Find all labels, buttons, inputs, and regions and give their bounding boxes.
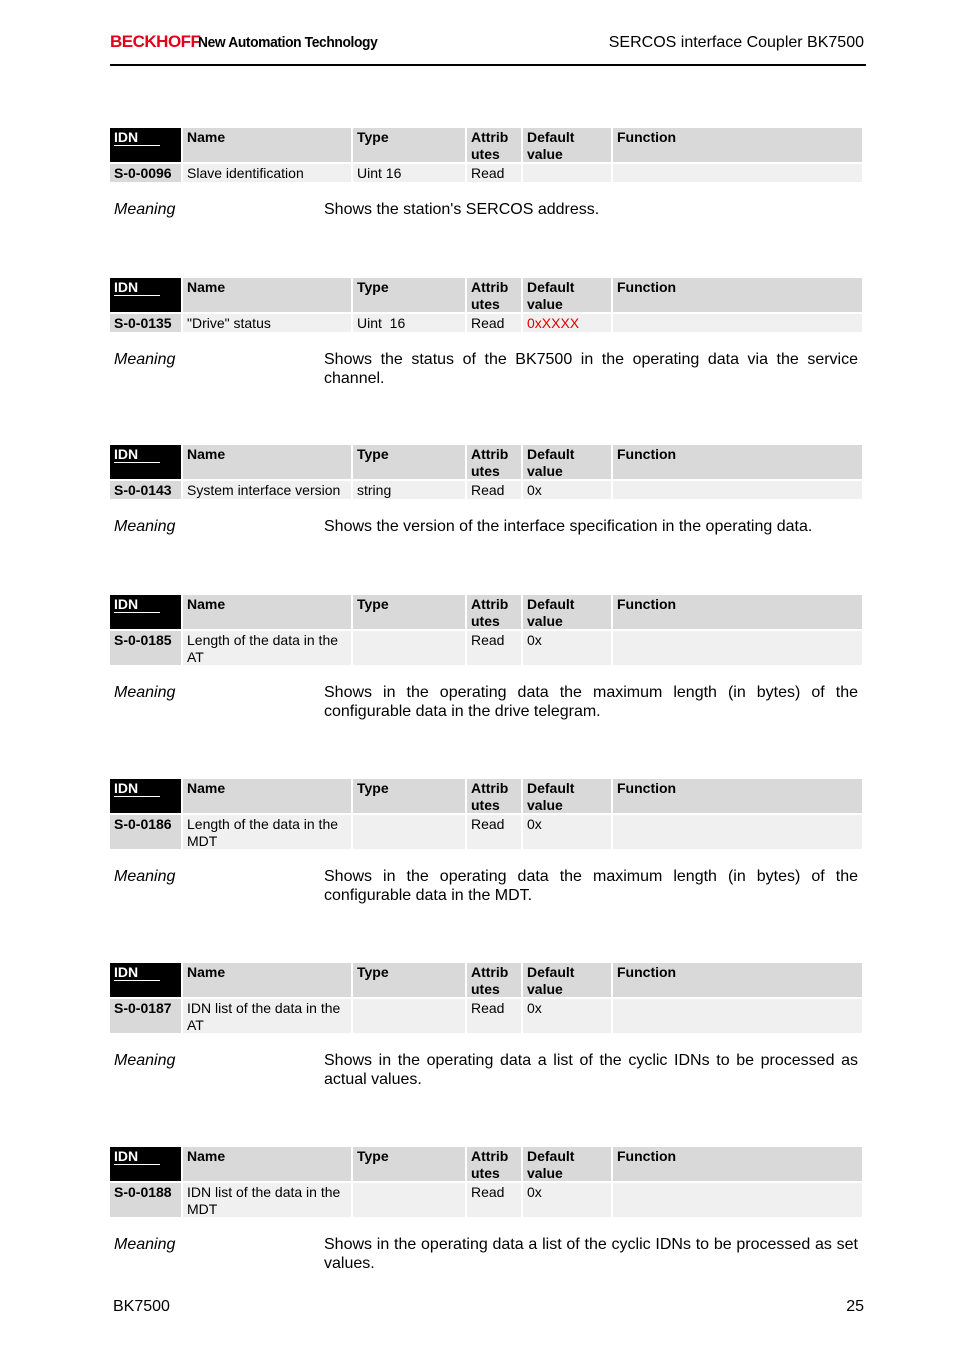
page-number: 25 bbox=[846, 1298, 864, 1315]
header-function: Function bbox=[613, 595, 862, 629]
parameter-table bbox=[110, 128, 862, 182]
tagline: New Automation Technology bbox=[198, 34, 378, 51]
function-value bbox=[613, 999, 862, 1033]
attributes-value: Read bbox=[467, 999, 521, 1033]
meaning-label: Meaning bbox=[114, 1236, 176, 1253]
name-value: System interface version bbox=[183, 481, 351, 499]
name-value: Length of the data in the AT bbox=[183, 631, 351, 665]
idn-entry bbox=[110, 595, 862, 721]
parameter-table bbox=[110, 779, 862, 849]
type-value bbox=[353, 815, 465, 849]
beckhoff-logo: BECKHOFF bbox=[110, 32, 201, 51]
header-name: Name bbox=[183, 128, 351, 162]
header-default: Default value bbox=[523, 278, 611, 312]
default-value: 0x bbox=[523, 815, 611, 849]
document-title: SERCOS interface Coupler BK7500 bbox=[608, 34, 864, 51]
idn-value: S-0-0188 bbox=[110, 1183, 181, 1217]
header-type: Type bbox=[353, 1147, 465, 1181]
idn-entry bbox=[110, 445, 862, 536]
function-value bbox=[613, 1183, 862, 1217]
default-value: 0x bbox=[523, 999, 611, 1033]
header-name: Name bbox=[183, 779, 351, 813]
header-idn: IDN bbox=[110, 963, 181, 997]
name-value: IDN list of the data in the MDT bbox=[183, 1183, 351, 1217]
meaning-text: Shows the version of the interface specification in the operating data. bbox=[324, 518, 813, 535]
type-value: Uint 16 bbox=[353, 314, 465, 332]
meaning-section bbox=[110, 867, 862, 905]
header-attributes: Attrib utes bbox=[467, 1147, 521, 1181]
attributes-value: Read bbox=[467, 481, 521, 499]
meaning-text: Shows the station's SERCOS address. bbox=[324, 201, 600, 218]
meaning-label: Meaning bbox=[114, 201, 176, 218]
header-name: Name bbox=[183, 595, 351, 629]
header-attributes: Attrib utes bbox=[467, 779, 521, 813]
attributes-value: Read bbox=[467, 164, 521, 182]
page-header bbox=[110, 30, 866, 66]
header-function: Function bbox=[613, 963, 862, 997]
meaning-section bbox=[110, 350, 862, 388]
header-idn: IDN bbox=[110, 128, 181, 162]
idn-entry bbox=[110, 128, 862, 219]
name-value: "Drive" status bbox=[183, 314, 351, 332]
parameter-table bbox=[110, 595, 862, 665]
idn-value: S-0-0096 bbox=[110, 164, 181, 182]
header-type: Type bbox=[353, 595, 465, 629]
idn-entry bbox=[110, 278, 862, 388]
header-type: Type bbox=[353, 278, 465, 312]
footer-document-name: BK7500 bbox=[113, 1298, 170, 1315]
meaning-section bbox=[110, 1235, 862, 1273]
default-value: 0xXXXX bbox=[523, 314, 611, 332]
header-idn: IDN bbox=[110, 445, 181, 479]
function-value bbox=[613, 481, 862, 499]
meaning-label: Meaning bbox=[114, 868, 176, 885]
idn-entry bbox=[110, 963, 862, 1089]
parameter-table bbox=[110, 278, 862, 332]
header-default: Default value bbox=[523, 963, 611, 997]
default-value bbox=[523, 164, 611, 182]
function-value bbox=[613, 164, 862, 182]
name-value: Slave identification bbox=[183, 164, 351, 182]
parameter-table bbox=[110, 1147, 862, 1217]
header-name: Name bbox=[183, 445, 351, 479]
attributes-value: Read bbox=[467, 815, 521, 849]
meaning-label: Meaning bbox=[114, 1052, 176, 1069]
idn-entry bbox=[110, 779, 862, 905]
header-default: Default value bbox=[523, 445, 611, 479]
header-idn: IDN bbox=[110, 1147, 181, 1181]
parameter-table bbox=[110, 445, 862, 499]
type-value bbox=[353, 631, 465, 665]
meaning-text: Shows in the operating data the maximum length (in bytes) of the configurable data in the MDT. bbox=[324, 868, 858, 904]
meaning-text: Shows in the operating data a list of the cyclic IDNs to be processed as actual values. bbox=[324, 1052, 858, 1088]
meaning-section bbox=[110, 1051, 862, 1089]
parameter-table bbox=[110, 963, 862, 1033]
idn-entry bbox=[110, 1147, 862, 1273]
meaning-text: Shows in the operating data the maximum length (in bytes) of the configurable data in the drive telegram. bbox=[324, 684, 858, 720]
idn-value: S-0-0135 bbox=[110, 314, 181, 332]
type-value: Uint 16 bbox=[353, 164, 465, 182]
header-type: Type bbox=[353, 963, 465, 997]
header-idn: IDN bbox=[110, 278, 181, 312]
attributes-value: Read bbox=[467, 314, 521, 332]
header-name: Name bbox=[183, 1147, 351, 1181]
header-name: Name bbox=[183, 278, 351, 312]
default-value: 0x bbox=[523, 1183, 611, 1217]
attributes-value: Read bbox=[467, 1183, 521, 1217]
header-function: Function bbox=[613, 779, 862, 813]
name-value: Length of the data in the MDT bbox=[183, 815, 351, 849]
function-value bbox=[613, 815, 862, 849]
type-value: string bbox=[353, 481, 465, 499]
attributes-value: Read bbox=[467, 631, 521, 665]
idn-value: S-0-0187 bbox=[110, 999, 181, 1033]
meaning-label: Meaning bbox=[114, 351, 176, 368]
header-default: Default value bbox=[523, 128, 611, 162]
header-function: Function bbox=[613, 445, 862, 479]
meaning-section bbox=[110, 200, 862, 219]
idn-value: S-0-0186 bbox=[110, 815, 181, 849]
header-type: Type bbox=[353, 128, 465, 162]
header-attributes: Attrib utes bbox=[467, 595, 521, 629]
header-attributes: Attrib utes bbox=[467, 963, 521, 997]
header-name: Name bbox=[183, 963, 351, 997]
default-value: 0x bbox=[523, 631, 611, 665]
header-default: Default value bbox=[523, 779, 611, 813]
idn-value: S-0-0185 bbox=[110, 631, 181, 665]
function-value bbox=[613, 631, 862, 665]
meaning-section bbox=[110, 517, 862, 536]
header-default: Default value bbox=[523, 1147, 611, 1181]
header-function: Function bbox=[613, 1147, 862, 1181]
default-value: 0x bbox=[523, 481, 611, 499]
function-value bbox=[613, 314, 862, 332]
meaning-text: Shows the status of the BK7500 in the operating data via the service channel. bbox=[324, 351, 858, 387]
type-value bbox=[353, 1183, 465, 1217]
name-value: IDN list of the data in the AT bbox=[183, 999, 351, 1033]
header-idn: IDN bbox=[110, 595, 181, 629]
header-attributes: Attrib utes bbox=[467, 278, 521, 312]
meaning-label: Meaning bbox=[114, 518, 176, 535]
header-type: Type bbox=[353, 445, 465, 479]
header-attributes: Attrib utes bbox=[467, 128, 521, 162]
header-function: Function bbox=[613, 278, 862, 312]
header-attributes: Attrib utes bbox=[467, 445, 521, 479]
idn-value: S-0-0143 bbox=[110, 481, 181, 499]
meaning-text: Shows in the operating data a list of the cyclic IDNs to be processed as set values. bbox=[324, 1236, 858, 1272]
meaning-section bbox=[110, 683, 862, 721]
header-default: Default value bbox=[523, 595, 611, 629]
header-type: Type bbox=[353, 779, 465, 813]
meaning-label: Meaning bbox=[114, 684, 176, 701]
type-value bbox=[353, 999, 465, 1033]
header-idn: IDN bbox=[110, 779, 181, 813]
header-function: Function bbox=[613, 128, 862, 162]
